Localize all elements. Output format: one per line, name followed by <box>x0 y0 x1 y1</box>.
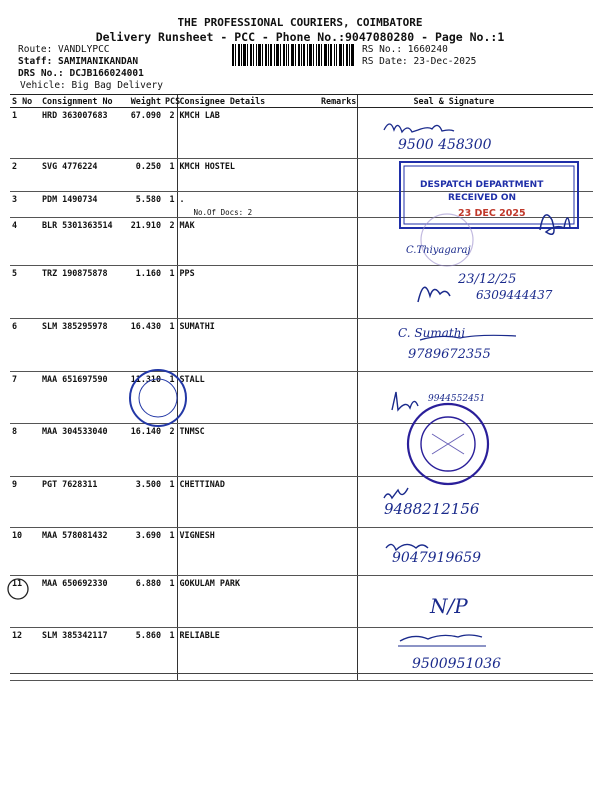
round-stamp-row7 <box>130 370 186 426</box>
cell-sno-text: 11 <box>12 578 23 588</box>
handwritten-phone-row7: 9944552451 <box>428 394 486 404</box>
handwritten-phone-row6: 9789672355 <box>408 347 491 362</box>
stamp-date: 23 DEC 2025 <box>458 208 526 219</box>
cell-sno-text: 1 <box>12 110 18 120</box>
handwritten-phone-row10: 9047919659 <box>392 550 482 566</box>
cell-consignment-text: MAA 304533040 <box>42 426 108 436</box>
cell-pcs-text: 1 <box>169 630 175 640</box>
cell-consignee-text: SUMATHI <box>179 321 215 331</box>
cell-consignee-text: TNMSC <box>179 426 205 436</box>
cell-weight-text: 6.880 <box>135 578 161 588</box>
signature-row5 <box>418 287 450 302</box>
cell-sno-text: 6 <box>12 321 18 331</box>
faint-round-stamp <box>421 214 473 266</box>
cell-consignee-text: MAK <box>179 220 195 230</box>
cell-consignee-text: VIGNESH <box>179 530 215 540</box>
rs-date: RS Date: 23-Dec-2025 <box>362 56 477 67</box>
cell-consignment-text: BLR 5301363514 <box>42 220 113 230</box>
signature-row3 <box>540 215 570 234</box>
cell-sno-text: 7 <box>12 374 18 384</box>
cell-pcs-text: 1 <box>169 578 175 588</box>
cell-pcs-text: 2 <box>169 426 175 436</box>
handwritten-phone-row12: 9500951036 <box>412 656 502 672</box>
cell-pcs-text: 2 <box>169 110 175 120</box>
cell-consignee-text: RELIABLE <box>179 630 220 640</box>
cell-weight-text: 5.860 <box>135 630 161 640</box>
signature-row1 <box>384 124 454 132</box>
cell-consignment-text: SVG 4776224 <box>42 161 98 171</box>
handwritten-phone-row1: 9500 458300 <box>398 137 492 153</box>
cell-consignee-text: . <box>179 194 185 204</box>
runsheet-subtitle: Delivery Runsheet - PCC - Phone No.:9047080280 - Page No.:1 <box>95 30 505 44</box>
col-header-pcs: PCS <box>165 96 181 106</box>
company-title: THE PROFESSIONAL COURIERS, COIMBATORE <box>177 16 423 29</box>
cell-sno-text: 9 <box>12 479 18 489</box>
cell-consignment-text: PGT 7628311 <box>42 479 98 489</box>
cell-consignee-text: STALL <box>179 374 205 384</box>
cell-sno-text: 8 <box>12 426 18 436</box>
cell-sno-text: 12 <box>12 630 23 640</box>
cell-sno-text: 4 <box>12 220 18 230</box>
cell-pcs-text: 1 <box>169 479 175 489</box>
cell-consignment-text: MAA 651697590 <box>42 374 108 384</box>
cell-consignment-text: HRD 363007683 <box>42 110 108 120</box>
cell-consignment-text: MAA 578081432 <box>42 530 108 540</box>
cell-weight-text: 3.500 <box>135 479 161 489</box>
cell-weight-text: 67.090 <box>130 110 161 120</box>
handwritten-name-row6: C. Sumathi <box>398 326 466 340</box>
cell-pcs-text: 1 <box>169 530 175 540</box>
cell-pcs-text: 1 <box>169 161 175 171</box>
cell-consignment-text: SLM 385295978 <box>42 321 108 331</box>
col-header-seal: Seal & Signature <box>357 95 593 108</box>
drs-number: DRS No.: DCJB166024001 <box>18 68 144 79</box>
cell-weight-text: 11.310 <box>130 374 161 384</box>
col-header-consignee: Consignee Details <box>177 95 319 108</box>
handwritten-np-row11: N/P <box>430 594 468 618</box>
col-header-consignment: Consignment No <box>40 95 123 108</box>
cell-weight-text: 3.690 <box>135 530 161 540</box>
cell-consignee-text: KMCH HOSTEL <box>179 161 235 171</box>
cell-sno-text: 2 <box>12 161 18 171</box>
cell-consignee-text: KMCH LAB <box>179 110 220 120</box>
cell-consignee-text: GOKULAM PARK <box>179 578 241 588</box>
cell-pcs-text: 2 <box>169 220 175 230</box>
cell-sno-text: 5 <box>12 268 18 278</box>
cell-pcs-text: 1 <box>169 268 175 278</box>
staff-label: Staff: SAMIMANIKANDAN <box>18 56 139 67</box>
cell-consignee-text: CHETTINAD <box>179 479 225 489</box>
cell-consignment-text: MAA 650692330 <box>42 578 108 588</box>
cell-consignment-text: SLM 385342117 <box>42 630 108 640</box>
vehicle-label: Vehicle: Big Bag Delivery <box>20 80 163 91</box>
cell-consignment-text: TRZ 190875878 <box>42 268 108 278</box>
cell-sno-text: 10 <box>12 530 23 540</box>
col-header-remarks: Remarks <box>321 96 357 106</box>
handwritten-date-row5: 23/12/25 <box>458 272 517 287</box>
cell-weight-text: 1.160 <box>135 268 161 278</box>
route-label: Route: VANDLYPCC <box>18 44 110 55</box>
cell-pcs-text: 1 <box>169 194 175 204</box>
signature-row7 <box>392 392 418 410</box>
cell-weight-text: 16.430 <box>130 321 161 331</box>
docs-count: No.Of Docs: 2 <box>193 208 253 217</box>
signature-row9 <box>384 488 408 498</box>
handwritten-name-row4: C.Thiyagaraj <box>406 245 471 256</box>
handwritten-phone-row5: 6309444437 <box>476 288 553 302</box>
cell-weight-text: 5.580 <box>135 194 161 204</box>
table-bottom-rule <box>10 673 593 674</box>
cell-consignment-text: PDM 1490734 <box>42 194 98 204</box>
cell-consignee-text: PPS <box>179 268 195 278</box>
handwritten-phone-row9: 9488212156 <box>384 500 480 518</box>
signature-row12 <box>400 635 482 641</box>
cell-weight-text: 0.250 <box>135 161 161 171</box>
rs-number: RS No.: 1660240 <box>362 44 448 55</box>
cell-weight-text: 21.910 <box>130 220 161 230</box>
stamp-line-received: RECEIVED ON <box>448 193 517 203</box>
circled-number-row11 <box>8 579 28 599</box>
stamp-line-despatch: DESPATCH DEPARTMENT <box>420 180 544 190</box>
cell-pcs-text: 1 <box>169 321 175 331</box>
cell-pcs-text: 1 <box>169 374 175 384</box>
cell-weight-text: 16.140 <box>130 426 161 436</box>
cell-sno-text: 3 <box>12 194 18 204</box>
col-header-sno: S No <box>10 95 40 108</box>
col-header-weight: Weight <box>123 95 163 108</box>
